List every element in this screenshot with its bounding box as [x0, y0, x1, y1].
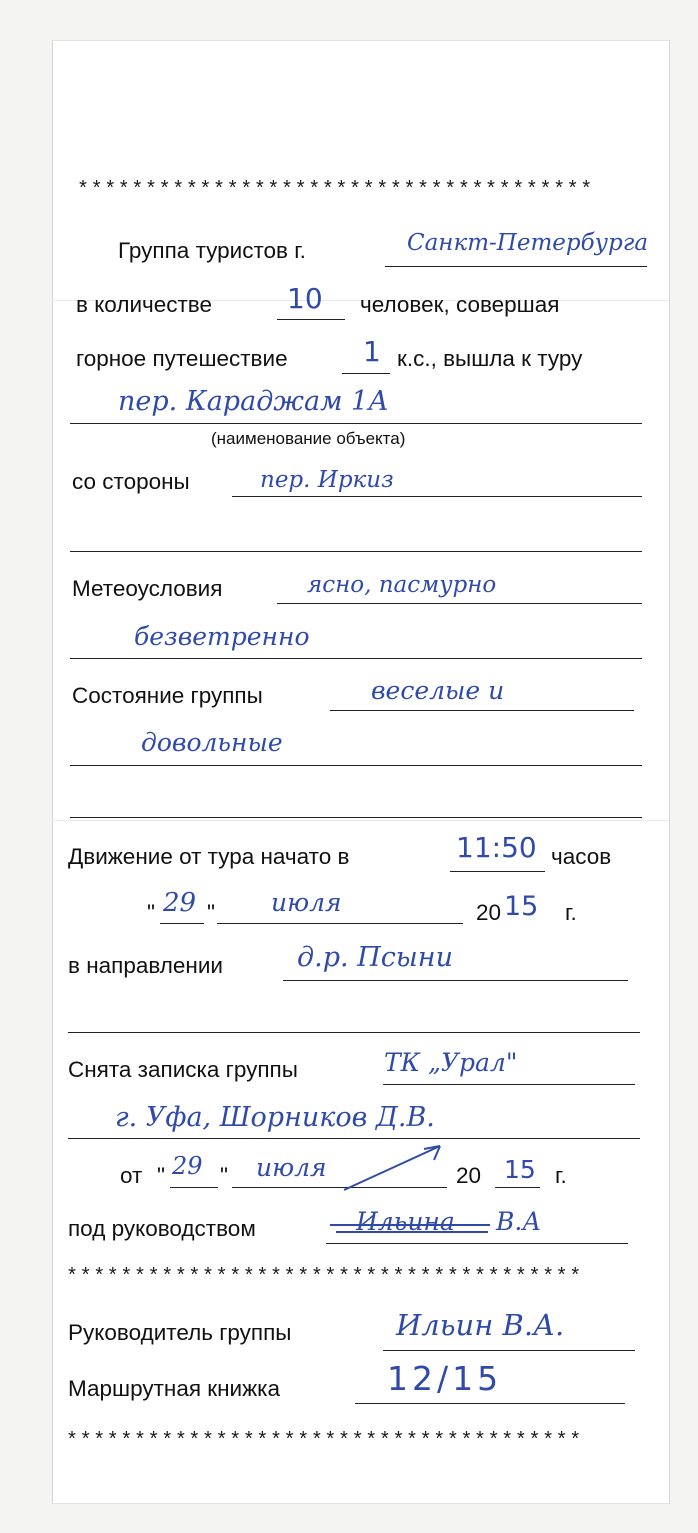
- direction-value: д.р. Псыни: [297, 942, 453, 973]
- city-value: Санкт-Петербурга: [407, 230, 649, 256]
- group-state-label: Состояние группы: [72, 683, 263, 708]
- object-name-value: пер. Караджам 1А: [118, 386, 389, 417]
- note-year-line: [495, 1187, 540, 1188]
- weather-line-1: [277, 603, 642, 604]
- route-book-value: 12/15: [387, 1359, 503, 1398]
- from-side-value: пер. Иркиз: [260, 467, 394, 493]
- year-end: г.: [565, 900, 577, 925]
- paper-fold: [52, 820, 668, 821]
- object-caption: (наименование объекта): [211, 429, 406, 448]
- note-day-line: [170, 1187, 218, 1188]
- group-leader-line: [383, 1350, 635, 1351]
- strikethrough-line: [336, 1231, 488, 1233]
- note-taken-value: ТК „Урал": [384, 1048, 518, 1077]
- note-taken-value-2: г. Уфа, Шорников Д.В.: [115, 1102, 435, 1133]
- weather-line-2: [70, 658, 642, 659]
- from-side-line: [232, 496, 642, 497]
- star-separator-top: **************************************: [77, 179, 594, 202]
- reached-tour-label: к.с., вышла к туру: [397, 346, 583, 371]
- year-suffix-value: 15: [504, 891, 539, 922]
- direction-label: в направлении: [68, 953, 223, 978]
- strikethrough-line: [330, 1224, 490, 1226]
- city-line: [385, 266, 647, 267]
- note-year-end: г.: [555, 1163, 567, 1188]
- day-value: 29: [163, 888, 197, 918]
- direction-line-2: [68, 1032, 640, 1033]
- group-of-tourists-label: Группа туристов г.: [118, 238, 306, 263]
- star-separator-bottom: **************************************: [66, 1430, 583, 1453]
- weather-label: Метеоусловия: [72, 576, 223, 601]
- group-state-value-1: веселые и: [371, 676, 505, 705]
- note-quote-open: ": [157, 1163, 165, 1188]
- note-year-prefix: 20: [456, 1163, 482, 1188]
- day-line: [160, 923, 204, 924]
- from-label: от: [120, 1163, 143, 1188]
- time-value: 11:50: [456, 831, 537, 864]
- note-month-value: июля: [256, 1153, 327, 1182]
- route-book-line: [355, 1403, 625, 1404]
- group-leader-label: Руководитель группы: [68, 1320, 292, 1345]
- weather-value-1: ясно, пасмурно: [307, 572, 497, 598]
- difficulty-line: [342, 373, 390, 374]
- difficulty-value: 1: [363, 335, 381, 368]
- note-year-suffix-value: 15: [504, 1155, 536, 1184]
- note-day-value: 29: [172, 1152, 203, 1180]
- hours-label: часов: [551, 844, 612, 869]
- in-quantity-label: в количестве: [76, 292, 213, 317]
- note-taken-line-2: [68, 1138, 640, 1139]
- date-quote-close: ": [207, 900, 215, 925]
- people-count-line: [277, 319, 345, 320]
- from-side-label: со стороны: [72, 469, 190, 494]
- group-state-line-1: [330, 710, 634, 711]
- group-leader-value: Ильин В.А.: [396, 1308, 565, 1342]
- year-prefix: 20: [476, 900, 502, 925]
- from-side-line-2: [70, 551, 642, 552]
- month-value: июля: [271, 888, 342, 917]
- leader-initials-value: В.А: [496, 1207, 542, 1236]
- group-state-line-3: [70, 817, 642, 818]
- note-quote-close: ": [220, 1163, 228, 1188]
- arrow-mark-icon: [338, 1140, 448, 1196]
- note-taken-label: Снята записка группы: [68, 1057, 298, 1082]
- time-line: [450, 871, 545, 872]
- star-separator-middle: **************************************: [66, 1266, 583, 1289]
- leader-crossed-value: Ильина: [356, 1207, 455, 1236]
- under-leadership-label: под руководством: [68, 1216, 256, 1241]
- movement-started-label: Движение от тура начато в: [68, 844, 350, 869]
- month-line: [217, 923, 463, 924]
- people-making-label: человек, совершая: [360, 292, 560, 317]
- weather-value-2: безветренно: [134, 622, 310, 651]
- under-leadership-line: [326, 1243, 628, 1244]
- route-book-label: Маршрутная книжка: [68, 1376, 281, 1401]
- object-name-line: [70, 423, 642, 424]
- group-state-value-2: довольные: [141, 728, 283, 757]
- note-taken-line: [383, 1084, 635, 1085]
- date-quote-open: ": [147, 900, 155, 925]
- group-state-line-2: [70, 765, 642, 766]
- mountain-trip-label: горное путешествие: [76, 346, 288, 371]
- direction-line: [283, 980, 628, 981]
- people-count-value: 10: [287, 282, 323, 315]
